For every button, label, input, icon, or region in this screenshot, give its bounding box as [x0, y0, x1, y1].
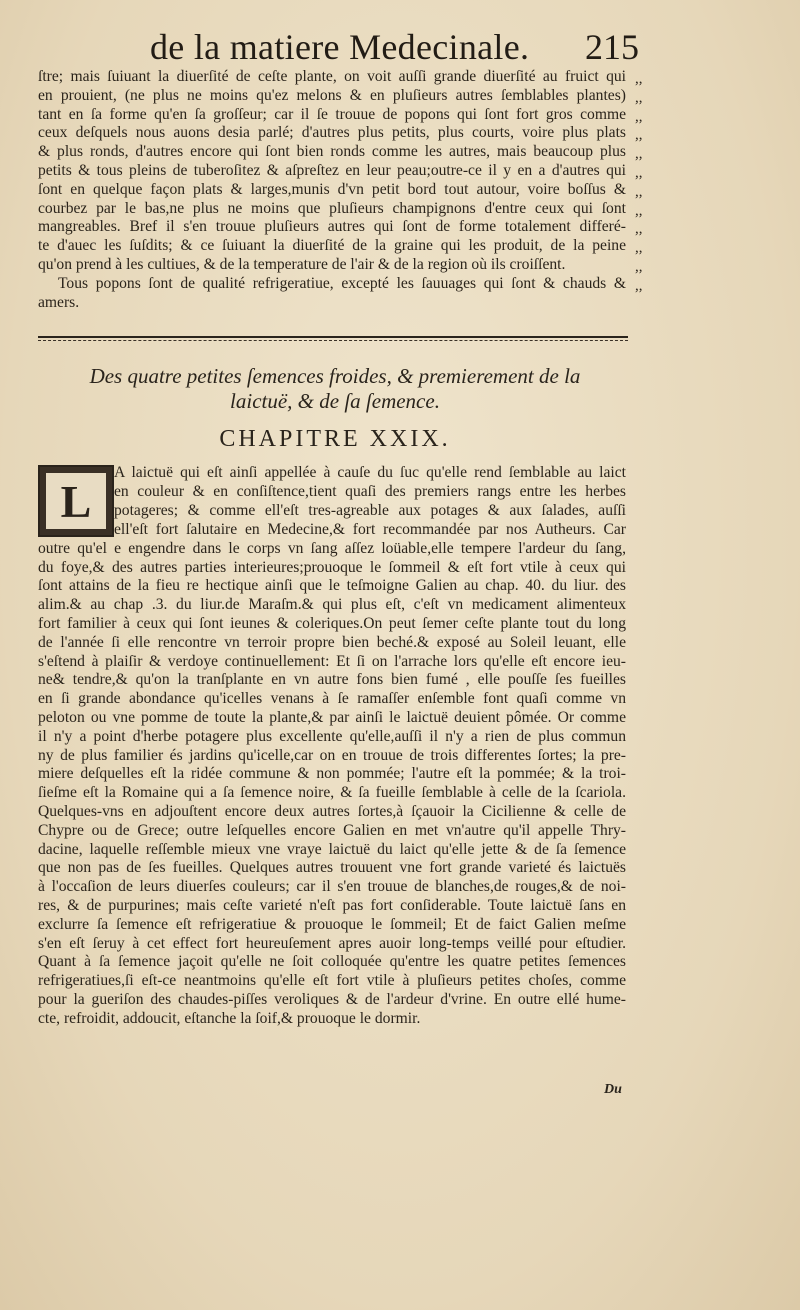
quote-mark: ,,: [635, 221, 643, 238]
text-line: A laictuë qui eſt ainſi appellée à cauſe du ſuc qu'elle rend ſemblable au laict: [114, 464, 626, 481]
section-title-line: laictuë, & de ſa ſemence.: [230, 389, 440, 413]
text-line: amers.: [38, 293, 80, 311]
text-line: pour la gueriſon des chaudes-piſſes veroliques & de l'ardeur d'vrine. En outre ellé hume-: [38, 990, 626, 1008]
chapter-heading: CHAPITRE XXIX.: [219, 426, 451, 452]
text-line: Tous popons ſont de qualité refrigeratiue, excepté les ſauuages qui ſont & chauds &: [58, 274, 626, 292]
text-line: ſont en quelque façon plats & larges,munis d'vn petit bord tout autour, voire boſſus &: [38, 180, 626, 198]
text-line: s'eſtend à plaiſir & verdoye continuellement: Et ſi on l'arrache lors qu'elle eſt encore ieu-: [38, 652, 626, 670]
text-line: de l'année ſi elle rencontre vn terroir propre bien beché.& exposé au Soleil leuant, elle: [38, 633, 626, 651]
text-line: du foye,& des autres parties interieures;prouoque le ſommeil & eſt fort vtile à ceux qui: [38, 558, 626, 576]
text-line: peloton ou vne pomme de toute la plante,& par ainſi le laictuë deuient pômée. Or comme: [38, 708, 626, 726]
text-line: petits & tous pleins de tuberoſitez & aſpreſtez en leur peau;outre-ce il y en a d'autres qui: [38, 161, 626, 179]
text-line: refrigeratiues,ſi eſt-ce neantmoins qu'elle eſt fort vtile à pluſieurs petites choſes, comme: [38, 972, 626, 990]
text-line: il n'y a point d'herbe potagere plus excellente qu'elle,auſſi il n'y a rien de plus commun: [38, 727, 626, 745]
text-line: Chypre ou de Grece; outre leſquelles encore Galien en met vn'autre qu'il appelle Thry-: [38, 821, 626, 839]
ornamental-rule-dashed: [38, 340, 628, 341]
chapter-body: [38, 521, 626, 1029]
text-line: dacine, laquelle reſſemble mieux vne vraye laictuë du laict qu'elle jette & de ſa ſemence: [38, 840, 626, 858]
quote-mark: ,,: [635, 258, 643, 275]
catchword: Du: [604, 1082, 622, 1097]
text-line: Quant à ſa ſemence jaçoit qu'elle ne ſoit colloquée qu'entre les quatre petites ſemences: [38, 953, 626, 971]
text-line: s'en eſt ſeruy à cet effect fort heureuſement apres auoir long-temps veillé pour eſtudier.: [38, 934, 626, 952]
text-line: ne& tendre,& qu'on la tranſplante en vn autre fons bien fumé , elle pouſſe ſes fueilles: [38, 671, 626, 689]
ornamental-rule: [38, 336, 628, 338]
text-line: à l'occaſion de leurs diuerſes couleurs; car il s'en trouue de blanches,de rouges,& de noi-: [38, 878, 626, 896]
running-title: de la matiere Medecinale.: [150, 27, 530, 67]
margin-quote-marks: [635, 70, 643, 296]
text-line: qu'on prend à les cultiues, & de la temperature de l'air & de la region où ils croiſſent.: [38, 255, 566, 273]
quote-mark: ,,: [635, 164, 643, 181]
text-line: tant en ſa forme qu'en ſa groſſeur; car il ſe trouue de popons qui ſont fort gros comme: [38, 105, 626, 123]
text-line: te d'auec les ſuſdits; & ce ſuiuant la diuerſité de la graine qui les produit, de la peine: [38, 237, 626, 255]
text-line: ſieſme eſt la Romaine qui a ſa ſemence noire, & ſa fueille ſemblable à celle de la ſcariola.: [38, 784, 626, 802]
text-line: ceux deſquels nous auons desia parlé; d'autres plus petits, plus courts, voire plus plats: [38, 124, 626, 142]
top-paragraph: [38, 68, 626, 312]
text-line: courbez par le bas,ne plus ne moins que pluſieurs champignons d'entre ceux qui ſont: [38, 199, 626, 217]
text-line: en prouient, (ne plus ne moins qu'ez melons & en pluſieurs autres ſemblables plantes): [38, 86, 626, 104]
text-line: ny de plus familier és jardins qu'icelle,car on en trouue de trois differentes ſortes; la pre-: [38, 746, 626, 764]
quote-mark: ,,: [635, 202, 643, 219]
section-title-line: Des quatre petites ſemences froides, & premierement de la: [89, 364, 581, 388]
quote-mark: ,,: [635, 71, 643, 87]
text-line: que non pas de ſes fueilles. Quelques autres trouuent vne fort grande varieté és laictuës: [38, 859, 626, 877]
text-line: res, & de purpurines; mais ceſte varieté n'eſt pas fort conſiderable. Toute laictuë ſans en: [38, 896, 626, 914]
initial-letter: L: [46, 473, 106, 529]
section-title: [40, 364, 630, 414]
quote-mark: ,,: [635, 127, 643, 144]
quote-mark: ,,: [635, 146, 643, 163]
quote-mark: ,,: [635, 277, 643, 294]
text-line: Quelques-vns en adjouſtent encore deux autres ſortes,à ſçauoir la Cicilienne & celle de: [38, 802, 626, 820]
text-line: mangreables. Bref il s'en trouue pluſieurs autres qui ſont de forme totalement differé-: [38, 218, 626, 236]
text-line: miere deſquelles eſt la ridée commune & non pommée; l'autre eſt la pommée; & la troi-: [38, 765, 626, 783]
text-line: outre qu'el e engendre dans le corps vn ſang aſſez loüable,elle tempere l'ardeur du ſang,: [38, 539, 626, 557]
text-line: ſont attains de la fieu re hectique ainſi que le teſmoigne Galien au chap. 40. du liur. des: [38, 577, 626, 595]
chapter-opening-lines: [114, 464, 626, 520]
text-line: ell'eſt fort ſalutaire en Medecine,& fort recommandée par nos Autheurs. Car: [114, 521, 626, 538]
quote-mark: ,,: [635, 108, 643, 125]
quote-mark: ,,: [635, 89, 643, 106]
text-line: fort familier à ceux qui ſont ieunes & coleriques.On peut ſemer ceſte plante tout du long: [38, 614, 626, 632]
quote-mark: ,,: [635, 183, 643, 200]
text-line: potageres; & comme ell'eſt tres-agreable aux potages & aux ſalades, auſſi: [114, 501, 626, 519]
text-line: exclurre ſa ſemence eſt refrigeratiue & prouoque le ſommeil; Et de faict Galien meſme: [38, 915, 626, 933]
text-line: & plus ronds, d'autres encore qui ſont bien ronds comme les autres, mais beaucoup plus: [38, 143, 626, 161]
quote-mark: ,,: [635, 240, 643, 257]
text-line: en ſi grande abondance qu'icelles venans à ſe ramaſſer enſemble font quaſi comme vn: [38, 690, 626, 708]
text-line: cte, refroidit, addoucit, eſtanche la ſoif,& prouoque le dormir.: [38, 1009, 421, 1027]
text-line: en couleur & en conſiſtence,tient quaſi des premiers rangs entre les herbes: [114, 482, 626, 500]
text-line: ſtre; mais ſuiuant la diuerſité de ceſte plante, on voit auſſi grande diuerſité au fruict qui: [38, 68, 626, 85]
page-number: 215: [585, 27, 639, 67]
text-line: alim.& au chap .3. du liur.de Maraſm.& qui plus eſt, c'eſt vn medicament alimenteux: [38, 596, 626, 614]
